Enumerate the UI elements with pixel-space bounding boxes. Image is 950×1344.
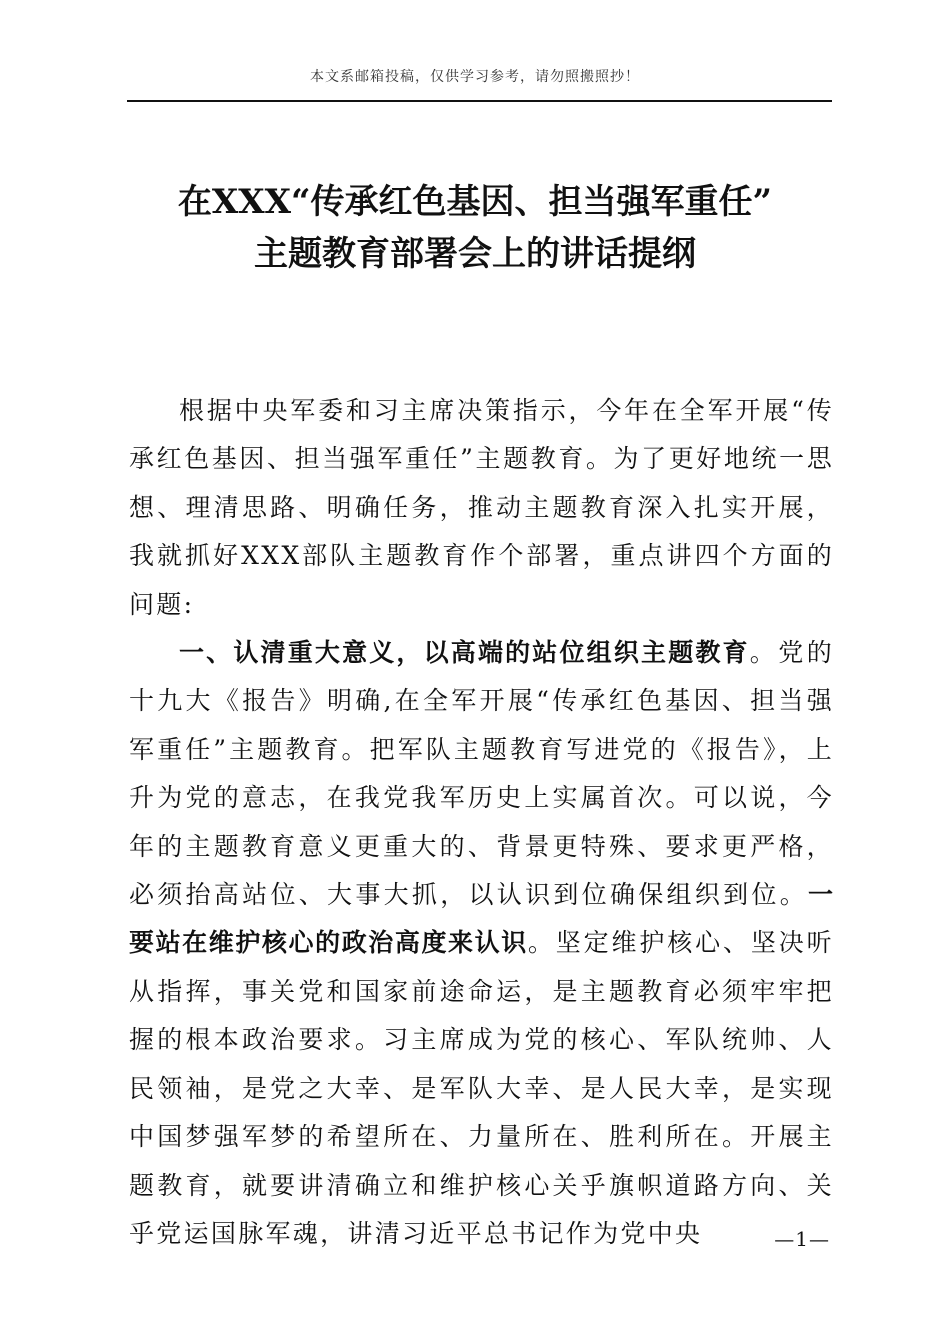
title-line-1: 在XXX“传承红色基因、担当强军重任”	[177, 182, 773, 222]
page-number: —1—	[774, 1227, 830, 1251]
sub-heading: 一要站在维护核心的政治高度来认识	[129, 880, 834, 958]
section-text-1: 。党的十九大《报告》明确,在全军开展“传承红色基因、担当强军重任”主题教育。把军队主题教育写进党的《报告》，上升为党的意志，在我党我军历史上实属首次。可以说，今年的主题教育意义更重大的、背景更特殊、要求更严格，必须抬高站位、大事大抓，以认识到位确保组织到位。	[129, 638, 834, 910]
section-heading: 一、认清重大意义，以高端的站位组织主题教育	[179, 638, 750, 668]
paragraph-section-1	[129, 629, 834, 1258]
paragraph-intro: 根据中央军委和习主席决策指示，今年在全军开展“传承红色基因、担当强军重任”主题教育。为了更好地统一思想、理清思路、明确任务，推动主题教育深入扎实开展，我就抓好XXX部队主题教育作个部署，重点讲四个方面的问题:	[129, 396, 834, 619]
document-body	[129, 387, 834, 1258]
header-divider	[127, 100, 832, 102]
document-title	[100, 176, 850, 280]
title-line-2: 主题教育部署会上的讲话提纲	[254, 234, 696, 274]
section-text-2: 。坚定维护核心、坚决听从指挥，事关党和国家前途命运，是主题教育必须牢牢把握的根本政治要求。习主席成为党的核心、军队统帅、人民领袖，是党之大幸、是军队大幸、是人民大幸，是实现中国梦强军梦的希望所在、力量所在、胜利所在。开展主题教育，就要讲清确立和维护核心关乎旗帜道路方向、关乎党运国脉军魂，讲清习近平总书记作为党中央	[129, 928, 834, 1248]
header-note: 本文系邮箱投稿，仅供学习参考，请勿照搬照抄！	[310, 69, 640, 85]
